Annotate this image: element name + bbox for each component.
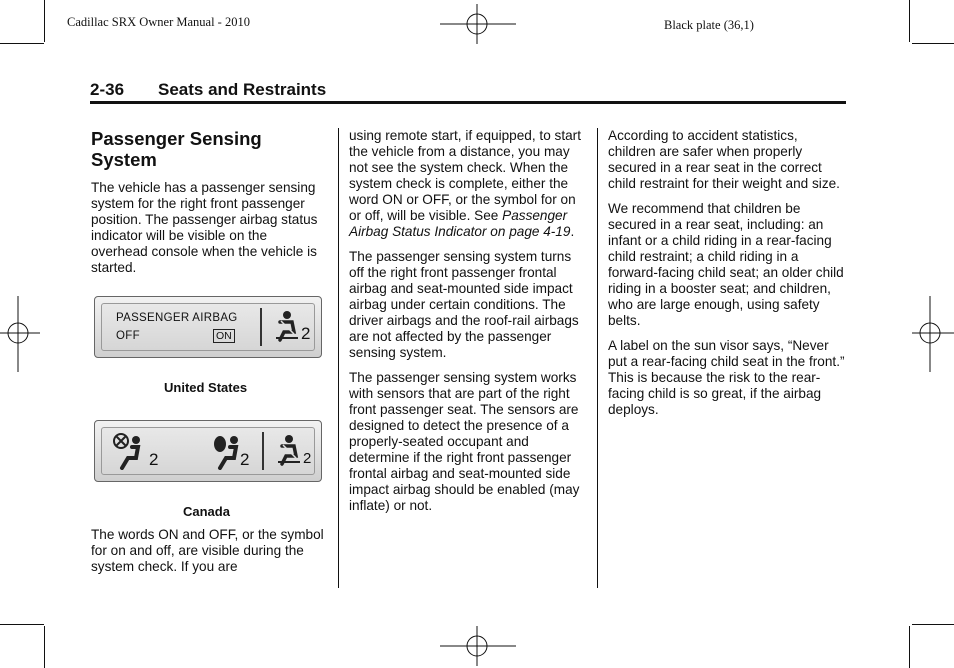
remote-start-text: using remote start, if equipped, to start the vehicle from a distance, you may not see the system check. When the system check is complete, either the word ON or OFF, or the symbol for on or off, will be visible. See [349,128,581,223]
statistics-paragraph: According to accident statistics, children are safer when properly secured in a rear seat in the correct child restraint for their weight and size. [608,128,840,191]
page-number: 2-36 [90,80,125,99]
sensors-paragraph: The passenger sensing system works with sensors that are part of the right front passenger seat. The sensors are designed to detect the presence of a properly-seated occupant and determine if the right front passenger frontal airbag and seat-mounted side impact airbag should be enabled (may inflate) or not. [349,370,580,513]
column-divider [597,128,598,588]
seat-number: 2 [301,324,311,343]
column-divider [338,128,339,588]
header-rule [90,101,846,104]
passenger-seat-belt-icon [272,310,302,342]
column-1-continued [91,527,327,584]
page-heading: Passenger Sensing System [91,128,262,170]
plate-label: Black plate (36,1) [664,18,754,32]
manual-title: Cadillac SRX Owner Manual - 2010 [67,15,250,29]
crop-mark [44,626,45,668]
recommendation-paragraph: We recommend that children be secured in a rear seat, including: an infant or a child riding in a rear-facing child restraint; a child riding in a forward-facing child seat; an older child riding in a booster seat; and children, who are large enough, using safety belts. [608,201,844,328]
airbag-off-icon [112,432,146,470]
passenger-seat-belt-icon [274,434,304,466]
sun-visor-paragraph: A label on the sun visor says, “Never put a rear-facing child seat in the front.” This is because the risk to the rear-facing child is so great, if the airbag deploys. [608,338,845,417]
us-indicator-panel [94,296,322,358]
intro-paragraph: The vehicle has a passenger sensing system for the right front passenger position. The passenger airbag status indicator will be visible on the overhead console when the vehicle is started. [91,180,318,275]
section-header [90,80,326,100]
airbag-on-icon [210,432,244,470]
seat-number-3: 2 [303,450,312,467]
off-label: OFF [116,330,140,342]
seat-number-1: 2 [149,450,159,469]
column-1 [91,128,327,285]
passenger-airbag-label: PASSENGER AIRBAG [116,312,238,324]
crop-mark [912,624,954,625]
on-label: ON [213,329,235,343]
system-check-paragraph: The words ON and OFF, or the symbol for on and off, are visible during the system check. If you are [91,527,324,574]
crop-mark [909,0,910,42]
registration-mark-left [0,296,40,372]
column-3 [608,128,848,427]
column-2 [349,128,585,523]
crop-mark [44,0,45,42]
registration-mark-right [912,296,954,372]
section-title: Seats and Restraints [158,80,327,99]
crop-mark [909,626,910,668]
crop-mark [0,624,44,625]
registration-mark-bottom [440,626,516,666]
panel-divider [260,308,262,346]
crop-mark [0,43,44,44]
sensing-paragraph: The passenger sensing system turns off the right front passenger frontal airbag and seat-mounted side impact airbag under certain conditions. The driver airbags and the roof-rail airbags are not affected by the passenger sensing system. [349,249,579,360]
canada-indicator-panel [94,420,322,482]
remote-start-paragraph [349,128,585,240]
panel-divider [262,432,264,470]
sentence-end: . [570,224,575,239]
cross-reference-link[interactable]: Passenger Airbag Status Indicator on page 4-19 [349,208,571,239]
canada-caption: Canada [183,504,230,519]
registration-mark-top [440,4,516,44]
crop-mark [912,43,954,44]
seat-number-2: 2 [240,450,250,469]
us-caption: United States [164,380,248,395]
